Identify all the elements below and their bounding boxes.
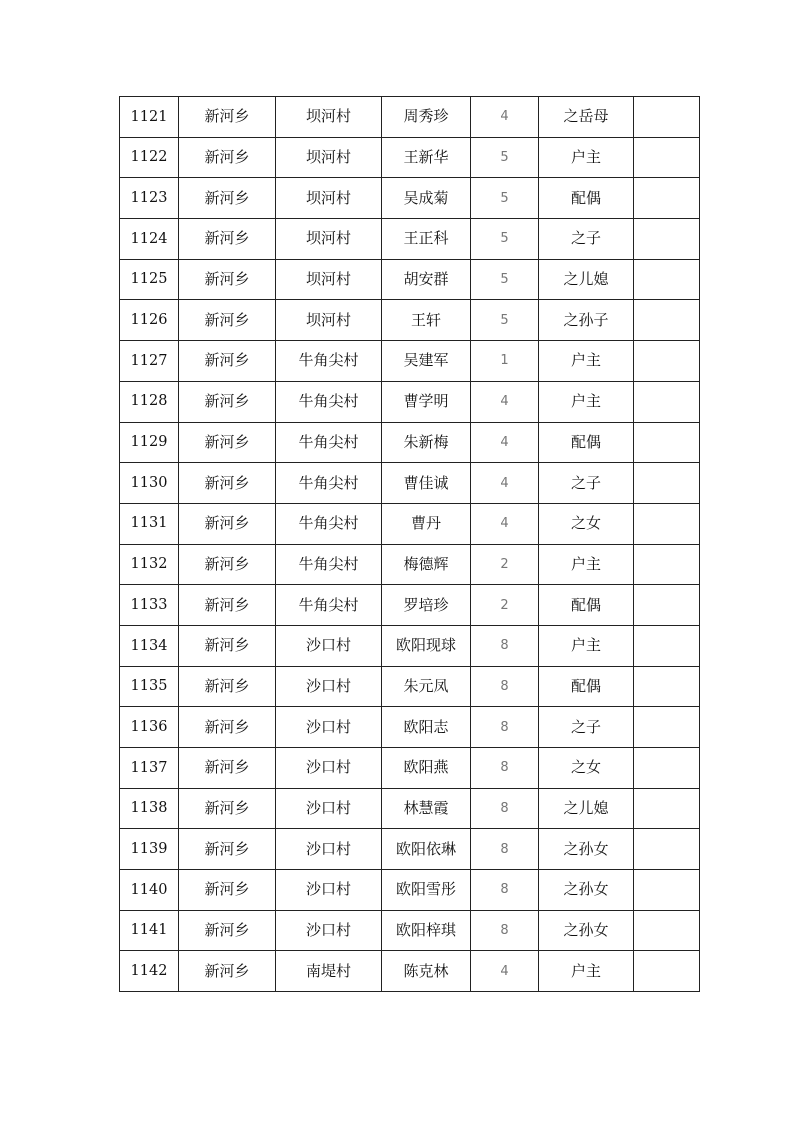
cell-serial-number: 1133	[120, 585, 179, 626]
cell-serial-number: 1122	[120, 137, 179, 178]
cell-household-size: 4	[471, 951, 539, 992]
cell-household-size: 4	[471, 381, 539, 422]
cell-household-size: 2	[471, 544, 539, 585]
cell-relation: 户主	[539, 625, 634, 666]
cell-household-size: 1	[471, 341, 539, 382]
cell-household-size: 8	[471, 788, 539, 829]
cell-household-size: 5	[471, 259, 539, 300]
cell-relation: 之孙女	[539, 910, 634, 951]
cell-relation: 户主	[539, 951, 634, 992]
cell-note	[634, 137, 700, 178]
cell-township: 新河乡	[179, 829, 276, 870]
cell-person-name: 周秀珍	[382, 97, 471, 138]
cell-village: 沙口村	[276, 625, 382, 666]
cell-village: 牛角尖村	[276, 381, 382, 422]
cell-person-name: 王新华	[382, 137, 471, 178]
cell-village: 沙口村	[276, 870, 382, 911]
cell-person-name: 欧阳燕	[382, 748, 471, 789]
cell-relation: 之儿媳	[539, 259, 634, 300]
cell-serial-number: 1128	[120, 381, 179, 422]
cell-person-name: 欧阳雪彤	[382, 870, 471, 911]
cell-village: 牛角尖村	[276, 585, 382, 626]
cell-household-size: 4	[471, 97, 539, 138]
cell-note	[634, 625, 700, 666]
cell-note	[634, 300, 700, 341]
cell-person-name: 朱新梅	[382, 422, 471, 463]
cell-household-size: 4	[471, 463, 539, 504]
cell-note	[634, 666, 700, 707]
table-row	[120, 585, 700, 626]
cell-serial-number: 1130	[120, 463, 179, 504]
cell-relation: 户主	[539, 341, 634, 382]
cell-person-name: 陈克林	[382, 951, 471, 992]
cell-township: 新河乡	[179, 422, 276, 463]
cell-note	[634, 748, 700, 789]
cell-serial-number: 1127	[120, 341, 179, 382]
cell-township: 新河乡	[179, 870, 276, 911]
table-row	[120, 341, 700, 382]
cell-village: 沙口村	[276, 748, 382, 789]
cell-note	[634, 422, 700, 463]
cell-person-name: 曹学明	[382, 381, 471, 422]
cell-township: 新河乡	[179, 544, 276, 585]
table-row	[120, 829, 700, 870]
cell-person-name: 曹佳诚	[382, 463, 471, 504]
cell-relation: 之子	[539, 463, 634, 504]
cell-township: 新河乡	[179, 666, 276, 707]
cell-relation: 之孙女	[539, 829, 634, 870]
cell-person-name: 欧阳现球	[382, 625, 471, 666]
cell-village: 坝河村	[276, 259, 382, 300]
cell-note	[634, 97, 700, 138]
cell-person-name: 罗培珍	[382, 585, 471, 626]
household-table	[119, 96, 700, 992]
table-row	[120, 910, 700, 951]
cell-village: 沙口村	[276, 666, 382, 707]
cell-serial-number: 1124	[120, 219, 179, 260]
cell-village: 牛角尖村	[276, 341, 382, 382]
cell-note	[634, 381, 700, 422]
cell-serial-number: 1129	[120, 422, 179, 463]
cell-household-size: 8	[471, 870, 539, 911]
cell-serial-number: 1121	[120, 97, 179, 138]
cell-township: 新河乡	[179, 707, 276, 748]
table-row	[120, 951, 700, 992]
cell-note	[634, 503, 700, 544]
cell-note	[634, 788, 700, 829]
cell-village: 坝河村	[276, 137, 382, 178]
cell-person-name: 胡安群	[382, 259, 471, 300]
cell-village: 沙口村	[276, 707, 382, 748]
cell-serial-number: 1140	[120, 870, 179, 911]
cell-household-size: 8	[471, 910, 539, 951]
table-row	[120, 870, 700, 911]
cell-township: 新河乡	[179, 748, 276, 789]
cell-relation: 之女	[539, 748, 634, 789]
cell-note	[634, 463, 700, 504]
cell-township: 新河乡	[179, 300, 276, 341]
cell-note	[634, 178, 700, 219]
cell-village: 沙口村	[276, 910, 382, 951]
table-row	[120, 463, 700, 504]
cell-serial-number: 1131	[120, 503, 179, 544]
cell-relation: 之女	[539, 503, 634, 544]
cell-relation: 之子	[539, 219, 634, 260]
cell-note	[634, 951, 700, 992]
cell-household-size: 4	[471, 503, 539, 544]
cell-relation: 配偶	[539, 666, 634, 707]
table-row	[120, 97, 700, 138]
cell-note	[634, 829, 700, 870]
cell-household-size: 8	[471, 625, 539, 666]
cell-note	[634, 259, 700, 300]
cell-township: 新河乡	[179, 178, 276, 219]
table-row	[120, 748, 700, 789]
cell-relation: 配偶	[539, 585, 634, 626]
table-row	[120, 381, 700, 422]
cell-household-size: 5	[471, 219, 539, 260]
cell-household-size: 5	[471, 300, 539, 341]
cell-relation: 配偶	[539, 422, 634, 463]
cell-relation: 之子	[539, 707, 634, 748]
cell-relation: 户主	[539, 381, 634, 422]
cell-township: 新河乡	[179, 463, 276, 504]
cell-note	[634, 544, 700, 585]
cell-person-name: 王轩	[382, 300, 471, 341]
cell-township: 新河乡	[179, 503, 276, 544]
table-row	[120, 625, 700, 666]
cell-township: 新河乡	[179, 137, 276, 178]
cell-serial-number: 1134	[120, 625, 179, 666]
cell-township: 新河乡	[179, 341, 276, 382]
cell-serial-number: 1125	[120, 259, 179, 300]
cell-village: 牛角尖村	[276, 422, 382, 463]
cell-village: 坝河村	[276, 219, 382, 260]
table-row	[120, 707, 700, 748]
table-row	[120, 666, 700, 707]
cell-township: 新河乡	[179, 97, 276, 138]
table-row	[120, 219, 700, 260]
cell-note	[634, 585, 700, 626]
cell-township: 新河乡	[179, 219, 276, 260]
cell-person-name: 王正科	[382, 219, 471, 260]
cell-person-name: 梅德辉	[382, 544, 471, 585]
cell-household-size: 8	[471, 748, 539, 789]
cell-household-size: 2	[471, 585, 539, 626]
cell-serial-number: 1135	[120, 666, 179, 707]
cell-note	[634, 341, 700, 382]
cell-person-name: 欧阳梓琪	[382, 910, 471, 951]
cell-relation: 户主	[539, 137, 634, 178]
cell-village: 沙口村	[276, 788, 382, 829]
table-row	[120, 544, 700, 585]
cell-note	[634, 910, 700, 951]
cell-village: 坝河村	[276, 178, 382, 219]
cell-village: 坝河村	[276, 97, 382, 138]
cell-relation: 之岳母	[539, 97, 634, 138]
table-row	[120, 788, 700, 829]
cell-township: 新河乡	[179, 381, 276, 422]
cell-relation: 之儿媳	[539, 788, 634, 829]
cell-serial-number: 1137	[120, 748, 179, 789]
cell-village: 牛角尖村	[276, 463, 382, 504]
cell-serial-number: 1136	[120, 707, 179, 748]
cell-person-name: 吴成菊	[382, 178, 471, 219]
cell-township: 新河乡	[179, 951, 276, 992]
cell-relation: 户主	[539, 544, 634, 585]
cell-serial-number: 1123	[120, 178, 179, 219]
cell-serial-number: 1132	[120, 544, 179, 585]
cell-person-name: 朱元凤	[382, 666, 471, 707]
cell-person-name: 曹丹	[382, 503, 471, 544]
cell-note	[634, 870, 700, 911]
cell-relation: 配偶	[539, 178, 634, 219]
cell-household-size: 5	[471, 137, 539, 178]
cell-household-size: 5	[471, 178, 539, 219]
cell-village: 牛角尖村	[276, 544, 382, 585]
table-row	[120, 503, 700, 544]
cell-township: 新河乡	[179, 788, 276, 829]
table-row	[120, 300, 700, 341]
cell-person-name: 欧阳志	[382, 707, 471, 748]
cell-serial-number: 1139	[120, 829, 179, 870]
cell-household-size: 8	[471, 829, 539, 870]
cell-household-size: 4	[471, 422, 539, 463]
table-row	[120, 137, 700, 178]
cell-village: 沙口村	[276, 829, 382, 870]
cell-household-size: 8	[471, 707, 539, 748]
cell-person-name: 吴建军	[382, 341, 471, 382]
cell-serial-number: 1142	[120, 951, 179, 992]
table-row	[120, 259, 700, 300]
cell-person-name: 欧阳依琳	[382, 829, 471, 870]
cell-serial-number: 1141	[120, 910, 179, 951]
cell-village: 南堤村	[276, 951, 382, 992]
cell-household-size: 8	[471, 666, 539, 707]
cell-note	[634, 219, 700, 260]
table-row	[120, 422, 700, 463]
cell-note	[634, 707, 700, 748]
cell-village: 坝河村	[276, 300, 382, 341]
cell-township: 新河乡	[179, 585, 276, 626]
cell-person-name: 林慧霞	[382, 788, 471, 829]
cell-relation: 之孙子	[539, 300, 634, 341]
cell-serial-number: 1126	[120, 300, 179, 341]
table-body	[120, 97, 700, 992]
cell-township: 新河乡	[179, 625, 276, 666]
table-row	[120, 178, 700, 219]
cell-township: 新河乡	[179, 259, 276, 300]
cell-serial-number: 1138	[120, 788, 179, 829]
cell-village: 牛角尖村	[276, 503, 382, 544]
cell-township: 新河乡	[179, 910, 276, 951]
cell-relation: 之孙女	[539, 870, 634, 911]
